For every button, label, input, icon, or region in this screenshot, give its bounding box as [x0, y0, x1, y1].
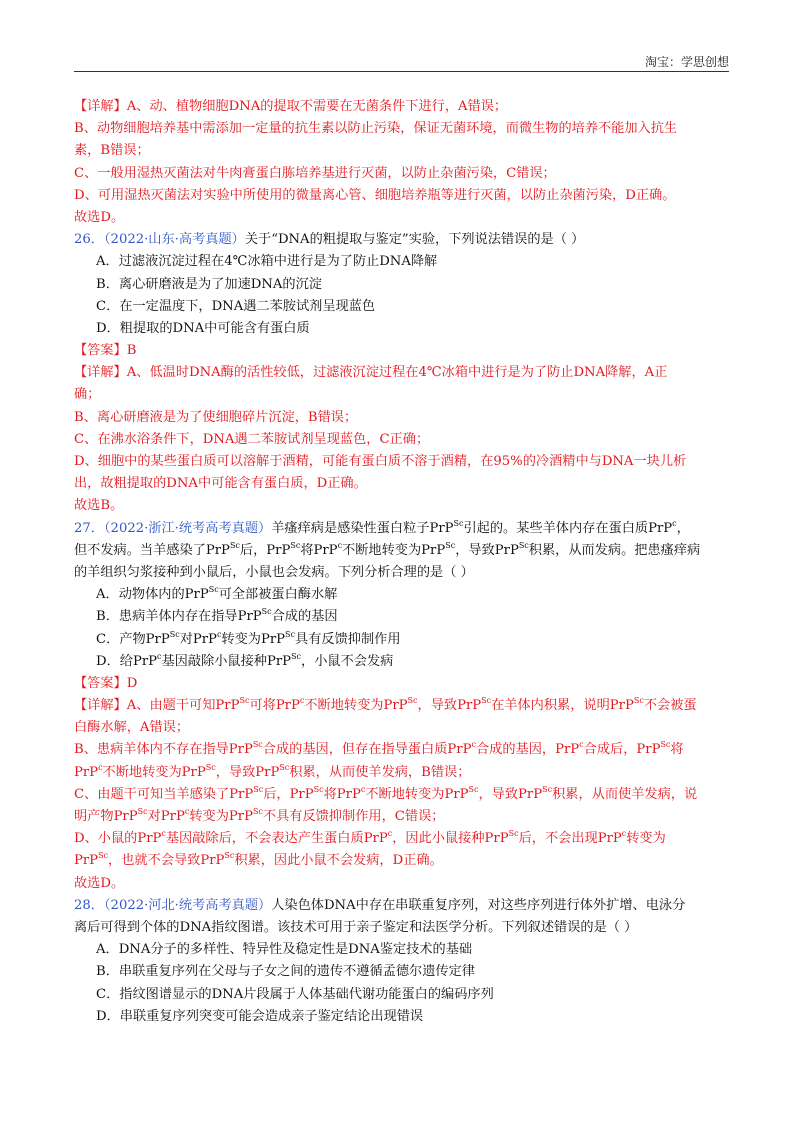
text: C．产物: [96, 631, 146, 647]
text: 具有反馈抑制作用: [295, 631, 401, 647]
text: 明产物: [74, 809, 114, 824]
detail-line: [74, 695, 734, 717]
prp: PrP: [447, 742, 472, 758]
text: 不断地转变为: [304, 698, 384, 714]
prp: PrP: [421, 542, 446, 558]
sup-sc: Sc: [285, 629, 296, 639]
text: 积累，从而使羊发病，B错误；: [289, 764, 471, 780]
sup-sc: Sc: [137, 807, 148, 816]
question-number: 27．: [74, 520, 104, 536]
detail-line: [74, 828, 734, 850]
sup-sc: Sc: [261, 607, 272, 617]
sup-sc: Sc: [518, 540, 529, 550]
text: 将: [300, 542, 314, 558]
sup-c: c: [299, 696, 305, 706]
text: 转变为: [626, 831, 666, 847]
question-28-stem: [74, 895, 734, 917]
text: 合成的基因，但存在指导蛋白质: [262, 742, 448, 758]
text: 后，: [239, 542, 267, 558]
option-c: C．指纹图谱显示的DNA片段属于人体基础代谢功能蛋白的编码序列: [96, 986, 494, 1002]
prp: PrP: [229, 786, 254, 802]
detail-line: 【详解】A、动、植物细胞DNA的提取不需要在无菌条件下进行，A错误；: [74, 99, 508, 114]
prp: PrP: [609, 698, 634, 714]
sup-sc: Sc: [407, 696, 418, 706]
prp: PrP: [648, 520, 673, 536]
question-27-stem: 的羊组织匀浆接种到小鼠后，小鼠也会发病。下列分析合理的是（ ）: [74, 564, 474, 580]
prp: PrP: [137, 831, 162, 847]
detail-line: [74, 739, 734, 761]
detail-line: [74, 784, 734, 806]
text: 将: [323, 786, 337, 802]
prp: PrP: [275, 698, 300, 714]
question-text: 关于“DNA的粗提取与鉴定”实验，下列说法错误的是（ ）: [244, 232, 585, 248]
question-source: （2022·河北·统考高考真题）: [103, 897, 272, 913]
text: 不会被蛋: [643, 698, 697, 714]
prp: PrP: [132, 653, 158, 669]
prp: PrP: [205, 542, 230, 558]
sup-sc: Sc: [253, 784, 264, 794]
detail-line: B、动物细胞培养基中需添加一定量的抗生素以防止污染，保证无菌环境，而微生物的培养不能加入抗生: [74, 121, 678, 137]
detail-line: B、离心研磨液是为了使细胞碎片沉淀，B错误；: [74, 409, 358, 425]
question-28-stem: 离后可得到个体的DNA指纹图谱。该技术可用于亲子鉴定和法医学分析。下列叙述错误的是（ ）: [74, 919, 638, 935]
prp: PrP: [184, 587, 209, 603]
prp: PrP: [484, 831, 509, 847]
detail-line: 出，故粗提取的DNA中可能含有蛋白质，D正确。: [74, 476, 367, 492]
detail-line: 确；: [74, 387, 101, 403]
text: 不断地转变为: [342, 542, 422, 558]
prp: PrP: [145, 631, 170, 647]
detail-line: D、细胞中的某些蛋白质可以溶解于酒精，可能有蛋白质不溶于酒精，在95%的冷酒精中与DNA一块儿析: [74, 454, 687, 469]
text: 积累，从而发病。把患瘙痒病: [528, 542, 701, 558]
sup-sc: Sc: [468, 784, 479, 794]
text: 对: [147, 809, 161, 824]
sup-c: c: [184, 807, 190, 816]
text: A．动物体内的: [96, 587, 185, 603]
text: 但不发病。当羊感染了: [74, 542, 206, 558]
prp: PrP: [267, 653, 292, 669]
page-header: [74, 55, 729, 72]
question-27-stem: [74, 540, 734, 562]
text: ，导致: [417, 698, 458, 714]
text: 后，: [263, 786, 290, 802]
sup-sc: Sc: [239, 696, 250, 706]
prp: PrP: [228, 742, 253, 758]
sup-sc: Sc: [660, 740, 671, 750]
text: 不断地转变为: [365, 786, 445, 802]
text: 不具有反馈抑制作用，C错误；: [262, 809, 445, 824]
answer-line: 【答案】D: [74, 675, 138, 691]
text: 转变为: [221, 631, 261, 647]
prp: PrP: [228, 809, 253, 824]
prp: PrP: [363, 831, 388, 847]
option-b: [74, 606, 734, 628]
question-27-stem: 27．（2022·浙江·统考高考真题）羊瘙痒病是感染性蛋白粒子PrP$^{Sc}$引起的。某些羊体内存在蛋白质PrP$^c$，: [74, 518, 690, 536]
text: ，导致: [455, 542, 495, 558]
sup-c: c: [387, 829, 393, 839]
question-number: 28．: [74, 897, 104, 913]
prp: PrP: [429, 520, 454, 536]
sup-sc: Sc: [252, 740, 263, 750]
text: D、小鼠的: [74, 831, 138, 847]
prp: PrP: [215, 698, 240, 714]
sup-sc: Sc: [169, 629, 180, 639]
detail-line: 素，B错误；: [74, 143, 150, 159]
prp: PrP: [289, 786, 314, 802]
prp: PrP: [113, 809, 138, 824]
option-d: D．串联重复序列突变可能会造成亲子鉴定结论出现错误: [96, 1008, 424, 1024]
text: ，导致: [215, 764, 256, 780]
option-a: [74, 584, 734, 606]
text: 基因敲除小鼠接种: [161, 653, 267, 669]
detail-line: [74, 850, 734, 872]
sup-sc: Sc: [229, 540, 240, 550]
option-d: D．粗提取的DNA中可能含有蛋白质: [96, 320, 310, 336]
sup-sc: Sc: [290, 540, 301, 550]
sup-c: c: [579, 740, 584, 750]
text: 合成的基因，: [475, 742, 556, 758]
detail-line: 故选B。: [74, 498, 124, 514]
prp: PrP: [237, 609, 262, 625]
question-source: （2022·山东·高考真题）: [103, 232, 245, 248]
option-c: [74, 629, 734, 651]
text: 转变为: [189, 809, 229, 824]
text: D．给: [96, 653, 133, 669]
prp: PrP: [457, 698, 482, 714]
text: 将: [670, 742, 684, 758]
text: 后，不会出现: [518, 831, 598, 847]
text: 可全部被蛋白酶水解: [218, 587, 338, 603]
sup-c: c: [161, 829, 166, 839]
prp: PrP: [260, 631, 286, 647]
sup-sc: Sc: [508, 829, 519, 839]
text: 羊瘙痒病是感染性蛋白粒子: [271, 520, 430, 536]
prp: PrP: [518, 786, 543, 802]
header-text: 淘宝：学思创想: [644, 55, 729, 69]
text: ，也就不会导致: [108, 853, 201, 869]
sup-c: c: [672, 518, 677, 528]
sup-c: c: [360, 784, 366, 794]
question-source: （2022·浙江·统考高考真题）: [103, 520, 272, 536]
option-b: B．离心研磨液是为了加速DNA的沉淀: [96, 276, 322, 292]
detail-line: [74, 806, 734, 828]
sup-sc: Sc: [633, 696, 644, 706]
prp: PrP: [200, 853, 225, 869]
sup-sc: Sc: [224, 851, 235, 861]
text: 引起的。某些羊体内存在蛋白质: [463, 520, 649, 536]
text: 合成后，: [583, 742, 637, 758]
option-d: [74, 651, 734, 673]
option-c: C．在一定温度下，DNA遇二苯胺试剂呈现蓝色: [96, 298, 376, 314]
question-number: 26．: [74, 232, 104, 248]
text: 可将: [249, 698, 276, 714]
sup-sc: Sc: [453, 518, 464, 528]
detail-line: 故选D。: [74, 209, 125, 225]
prp: PrP: [160, 809, 185, 824]
text: B．患病羊体内存在指导: [96, 609, 238, 625]
text: 积累，因此小鼠不会发病，D正确。: [234, 853, 443, 869]
prp: PrP: [266, 542, 291, 558]
detail-line: C、一般用湿热灭菌法对牛肉膏蛋白胨培养基进行灭菌，以防止杂菌污染，C错误；: [74, 165, 556, 181]
question-26-stem: [74, 229, 734, 251]
text: ，导致: [478, 786, 519, 802]
detail-line: D、可用湿热灭菌法对实验中所使用的微量离心管、细胞培养瓶等进行灭菌，以防止杂菌污染，D正确。: [74, 187, 676, 203]
text: ，小鼠不会发病: [301, 653, 394, 669]
sup-sc: Sc: [252, 807, 263, 816]
answer-line: 【答案】B: [74, 343, 137, 359]
prp: PrP: [181, 764, 206, 780]
prp: PrP: [444, 786, 469, 802]
text: 对: [179, 631, 193, 647]
detail-line: C、在沸水浴条件下，DNA遇二苯胺试剂呈现蓝色，C正确；: [74, 431, 430, 447]
text: 积累，从而使羊发病，说: [552, 786, 698, 802]
sup-sc: Sc: [481, 696, 492, 706]
prp: PrP: [74, 853, 99, 869]
sup-sc: Sc: [205, 762, 216, 772]
option-a: A．过滤液沉淀过程在4℃冰箱中进行是为了防止DNA降解: [96, 254, 438, 270]
sup-c: c: [98, 762, 103, 772]
prp: PrP: [555, 742, 580, 758]
prp: PrP: [192, 631, 217, 647]
sup-sc: Sc: [313, 784, 324, 794]
prp: PrP: [597, 831, 622, 847]
sup-sc: Sc: [208, 585, 219, 595]
detail-line: [74, 762, 734, 784]
text: 不断地转变为: [102, 764, 182, 780]
option-a: A．DNA分子的多样性、特异性及稳定性是DNA鉴定技术的基础: [96, 942, 473, 958]
sup-sc: Sc: [291, 651, 302, 661]
sup-c: c: [216, 629, 222, 639]
sup-sc: Sc: [542, 784, 553, 794]
prp: PrP: [74, 764, 99, 780]
text: 在羊体内积累，说明: [491, 698, 610, 714]
text: B、患病羊体内不存在指导: [74, 742, 229, 758]
prp: PrP: [313, 542, 338, 558]
text: 基因敲除后，不会表达产生蛋白质: [165, 831, 364, 847]
text: C、由题干可知当羊感染了: [74, 786, 230, 802]
text: ，因此小鼠接种: [392, 831, 485, 847]
prp: PrP: [336, 786, 361, 802]
sup-sc: Sc: [445, 540, 456, 550]
text: 合成的基因: [271, 609, 338, 625]
page-content: [74, 96, 734, 1028]
sup-c: c: [337, 540, 343, 550]
option-b: B．串联重复序列在父母与子女之间的遗传不遵循孟德尔遗传定律: [96, 964, 475, 980]
detail-line: 【详解】A、低温时DNA酶的活性较低，过滤液沉淀过程在4℃冰箱中进行是为了防止DNA降解，A正: [74, 365, 668, 381]
sup-c: c: [621, 829, 627, 839]
detail-line: 故选D。: [74, 875, 125, 891]
text: 【详解】A、由题干可知: [74, 698, 216, 714]
prp: PrP: [494, 542, 519, 558]
sup-c: c: [157, 651, 162, 661]
detail-line: 白酶水解，A错误；: [74, 720, 190, 736]
sup-sc: Sc: [98, 851, 109, 861]
prp: PrP: [383, 698, 408, 714]
prp: PrP: [636, 742, 661, 758]
sup-c: c: [471, 740, 476, 750]
prp: PrP: [255, 764, 280, 780]
question-text: 人染色体DNA中存在串联重复序列，对这些序列进行体外扩增、电泳分: [271, 897, 686, 913]
sup-sc: Sc: [279, 762, 290, 772]
